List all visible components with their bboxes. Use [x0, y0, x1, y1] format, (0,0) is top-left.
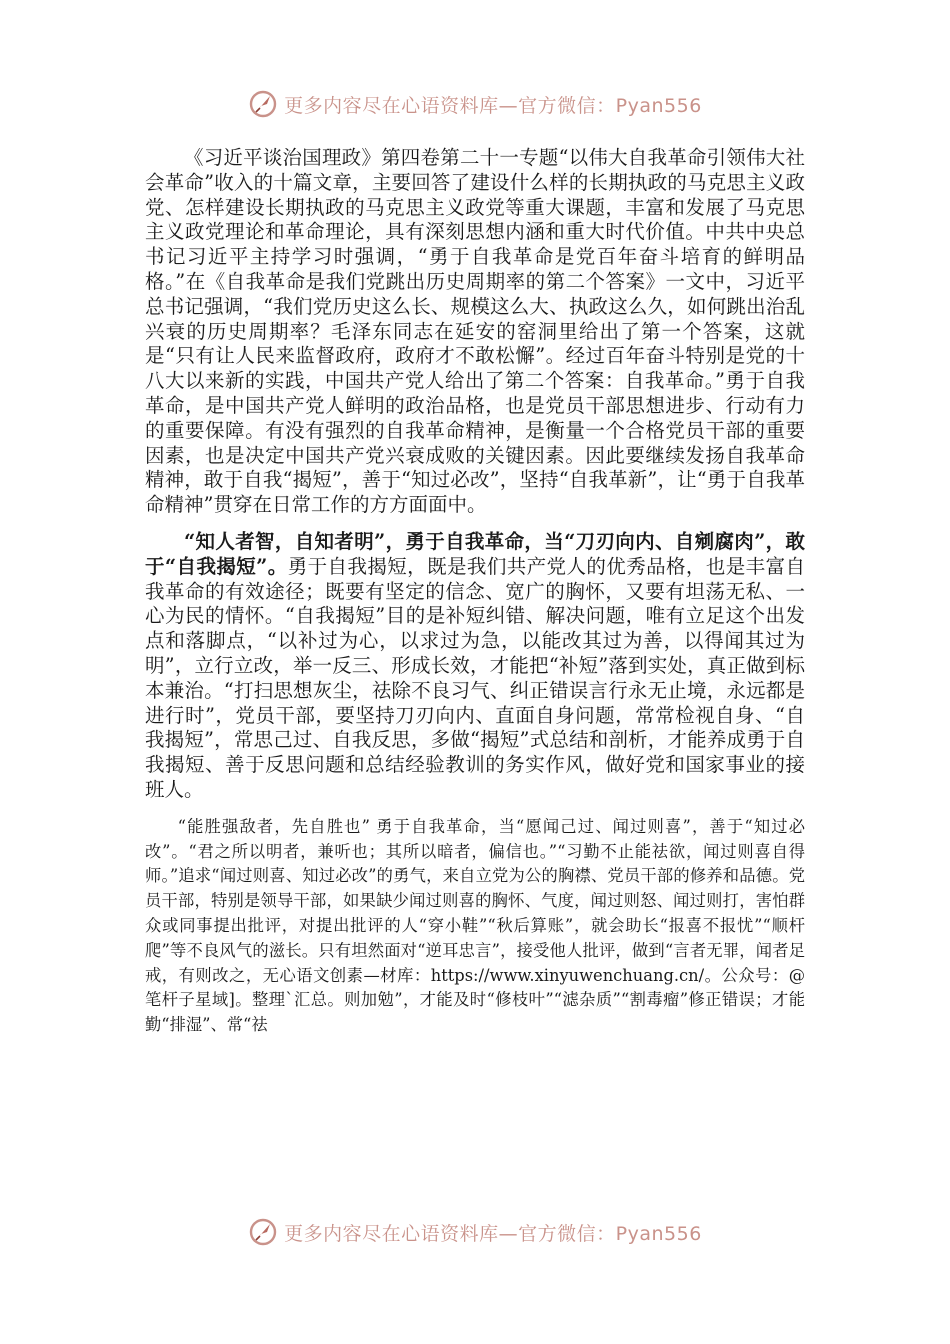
watermark-footer [0, 1212, 950, 1252]
paragraph-lead-bold: “知人者智，自知者明”，勇于自我革命，当“刀刃向内、自剜腐肉”，敢于“自我揭短”。 [145, 529, 805, 578]
paragraph-self-critique [145, 530, 805, 803]
watermark-header [0, 84, 950, 124]
paragraph-intro: 《习近平谈治国理政》第四卷第二十一专题“以伟大自我革命引领伟大社会革命”收入的十篇文章，主要回答了建设什么样的长期执政的马克思主义政党、怎样建设长期执政的马克思主义政党等重大课题，丰富和发展了马克思主义政党理论和革命理论，具有深刻思想内涵和重大时代价值。中共中央总书记习近平主持学习时强调，“勇于自我革命是党百年奋斗培育的鲜明品格。”在《自我革命是我们党跳出历史周期率的第二个答案》一文中，习近平总书记强调，“我们党历史这么长、规模这么大、执政这么久，如何跳出治乱兴衰的历史周期率？毛泽东同志在延安的窑洞里给出了第一个答案，这就是“只有让人民来监督政府，政府才不敢松懈”。经过百年奋斗特别是党的十八大以来新的实践，中国共产党人给出了第二个答案：自我革命。”勇于自我革命，是中国共产党人鲜明的政治品格，也是党员干部思想进步、行动有力的重要保障。有没有强烈的自我革命精神，是衡量一个合格党员干部的重要因素，也是决定中国共产党兴衰成败的关键因素。因此要继续发扬自我革命精神，敢于自我“揭短”，善于“知过必改”，坚持“自我革新”，让“勇于自我革命精神”贯穿在日常工作的方方面面中。 [145, 146, 805, 517]
paragraph-accept-criticism: “能胜强敌者，先自胜也” 勇于自我革命，当“愿闻己过、闻过则喜”，善于“知过必改”。“君之所以明者，兼听也；其所以暗者，偏信也。”“习勤不止能祛欲，闻过则喜自得师。”追求“闻过则喜、知过必改”的勇气，来自立党为公的胸襟、党员干部的修养和品德。党员干部，特别是领导干部，如果缺少闻过则喜的胸怀、气度，闻过则怒、闻过则打，害怕群众或同事提出批评，对提出批评的人“穿小鞋”“秋后算账”，就会助长“报喜不报忧”“顺杆爬”等不良风气的滋长。只有坦然面对“逆耳忠言”，接受他人批评，做到“言者无罪，闻者足戒，有则改之，无心语文创素—材库：https://www.xinyuwenchuang.cn/。公众号：@笔杆子星域]。整理`汇总。则加勉”，才能及时“修枝叶”“滤杂质”“割毒瘤”修正错误；才能勤“排湿”、常“祛 [145, 816, 805, 1035]
quill-logo-icon [248, 1217, 278, 1247]
paragraph-body: 勇于自我揭短，既是我们共产党人的优秀品格，也是丰富自我革命的有效途径；既要有坚定的信念、宽广的胸怀，又要有坦荡无私、一心为民的情怀。“自我揭短”目的是补短纠错、解决问题，唯有立足这个出发点和落脚点，“以补过为心，以求过为急，以能改其过为善，以得闻其过为明”，立行立改，举一反三、形成长效，才能把“补短”落到实处，真正做到标本兼治。“打扫思想灰尘，祛除不良习气、纠正错误言行永无止境，永远都是进行时”，党员干部，要坚持刀刃向内、直面自身问题，常常检视自身、“自我揭短”，常思己过、自我反思，多做“揭短”式总结和剖析，才能养成勇于自我揭短、善于反思问题和总结经验教训的务实作风，做好党和国家事业的接班人。 [145, 554, 805, 801]
watermark-text: 更多内容尽在心语资料库—官方微信：Pyan556 [284, 94, 702, 117]
quill-logo-icon [248, 89, 278, 119]
watermark-text: 更多内容尽在心语资料库—官方微信：Pyan556 [284, 1222, 702, 1245]
document-body [145, 146, 805, 1038]
